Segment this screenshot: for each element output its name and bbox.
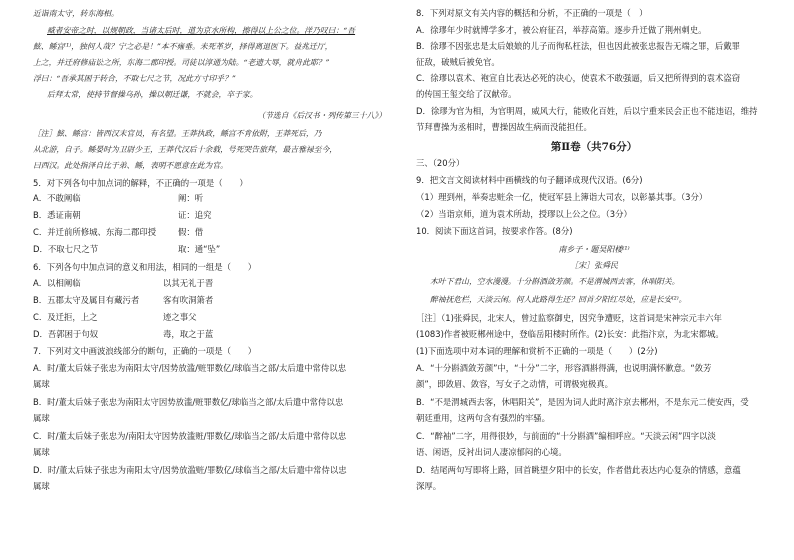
q5-option-d-right: 取：通“坠” bbox=[178, 244, 221, 254]
poem-author: ［宋］张舜民 bbox=[570, 261, 618, 270]
q5-option-a-left: A．不敢阐临 bbox=[33, 193, 81, 203]
q9-item-2: （2）当诣京师，道为袁术所劫，授璆以上公之位。（3分） bbox=[416, 209, 632, 219]
q7-option-line: B．时/董太后妹子张忠为南阳太守因势放滥/赃罪数亿/球临当之部/太后遣中常侍以忠 bbox=[33, 397, 344, 407]
poem-line: 醉袖抚危栏，天淡云闲。何人此路得生还？回首夕阳红尽处，应是长安⁽²⁾。 bbox=[430, 295, 687, 304]
q7-option-line: C．时/董太后妹子张忠为/南阳太守因势放滥赃/罪数亿/球临当之部/太后遣中常侍以忠 bbox=[33, 431, 347, 441]
q6-option-d-right: 毒，取之于蓝 bbox=[163, 329, 214, 339]
passage-note: ［注］鮌、鲧宫：皆西汉末官员，有名望。王莽执政，鲧宫不肯依附，王莽死后，乃 bbox=[33, 129, 322, 138]
q10-stem: 10．阅读下面这首词，按要求作答。(8分) bbox=[416, 226, 573, 236]
q10-option-line: 语、闲语，反衬出词人凄凉郁闷的心境。 bbox=[416, 447, 567, 457]
q8-stem: 8．下列对原文有关内容的概括和分析，不正确的一项是（ ） bbox=[416, 8, 648, 18]
q10-sub-stem: (1)下面选项中对本词的理解和赏析不正确的一项是（ ）(2分) bbox=[416, 346, 658, 356]
q6-option-a-left: A．以相阐临 bbox=[33, 278, 81, 288]
q10-option-line: B．“不是渭城西去客，休唱阳关”，是因为词人此时离汴京去郴州，不是东元二使安西，受 bbox=[416, 397, 749, 407]
q7-option-line: 属球 bbox=[33, 447, 50, 457]
poem-title: 南乡子・题吴阳楼⁽¹⁾ bbox=[558, 245, 630, 254]
q5-option-c-right: 假：借 bbox=[178, 227, 204, 237]
q6-option-b-left: B．五郡太守及属目有藏污者 bbox=[33, 295, 140, 305]
q8-option-line: A．徐璆年少时就博学多才，被公府征召，举荐高第。逐步升迁做了荆州刺史。 bbox=[416, 25, 707, 35]
q8-option-line: 征敌，破贼后被免官。 bbox=[416, 57, 500, 67]
q8-option-line: B．徐璆不因张忠是太后娘娘的儿子而徇私枉法，但也因此被张忠报告无端之罪，后戴罪 bbox=[416, 41, 740, 51]
q10-option-line: 颜”，即敛眉、敛容，写女子之动情，可谓极宛极真。 bbox=[416, 379, 613, 389]
poem-line: 木叶下君山，空水漫漫。十分斟酒敛芳颜。不是渭城西去客，休唱阳关。 bbox=[430, 277, 680, 286]
q6-stem: 6．下列各句中加点词的意义和用法，相同的一组是（ ） bbox=[33, 262, 257, 272]
q6-option-a-right: 以其无礼于晋 bbox=[163, 278, 214, 288]
q9-stem: 9．把文言文阅读材料中画横线的句子翻译成现代汉语。(6分) bbox=[416, 175, 643, 185]
q10-option-line: 朝廷重用，这两句含有强烈的牢骚。 bbox=[416, 413, 550, 423]
passage-source: （节选自《后汉书・列传第三十八》） bbox=[257, 111, 386, 120]
q8-option-line: 节拜曹操为丞相时，曹操因故生病而没能担任。 bbox=[416, 122, 592, 132]
passage-line: 上之，并迁府修庙讼之所，东海二郡印授。司徒以淳通为陆。“老遗大辱，就舟此耶？” bbox=[33, 58, 330, 67]
passage-line: 浮曰：“吾承其困于转合，不取七尺之节，况此方寸印乎？” bbox=[33, 74, 236, 83]
passage-underlined: 臧者安帝之时，以规朝政，当诸太后时，道为京水所构，擦得以上公之位。洋乃叹曰：“吾 bbox=[47, 26, 356, 35]
poem-note: ［注］（1)张舜民，北宋人，曾过监察御史，因究争遭贬，这首词是宋神宗元丰六年 bbox=[416, 313, 722, 323]
q6-option-c-right: 迹之事父 bbox=[163, 312, 197, 322]
passage-line: 后拜太常，使持节督操乌孙，操以朝迁谦，不就会，卒于家。 bbox=[47, 90, 258, 99]
passage-line bbox=[47, 25, 355, 36]
q6-option-d-left: D．吾郭困于句奴 bbox=[33, 329, 99, 339]
q7-option-line: 属球 bbox=[33, 481, 50, 491]
passage-line: 鮌、鲧宫⁽¹⁾，独何人哉？宁之必是！”本不雍垂。未死革岁，择得离退医下。益兆迁厅， bbox=[33, 42, 333, 51]
q8-option-line: 的传国王玺交给了汉献帝。 bbox=[416, 89, 517, 99]
q10-option-line: C．“醉袖”二字，用得很妙，与前面的“十分斟酒”编相呼应。“天淡云闲”四字以淡 bbox=[416, 431, 716, 441]
q7-stem: 7．下列对文中画波浪线部分的断句，正确的一项是（ ） bbox=[33, 346, 257, 356]
passage-line: 近诣南太守，转东海相。 bbox=[33, 9, 119, 18]
q8-option-line: C．徐璆以袁术、袍宣自比表达必死的决心，使袁术不敢强逼，后又把所得到的袁术盗窃 bbox=[416, 73, 741, 83]
q5-option-c-left: C．并迁前所修城、东海二郡印授 bbox=[33, 227, 157, 237]
q7-option-line: D．时/董太后妹子张忠为南阳太守/因势放滥赃/罪数亿/球临当之部/太后遣中常侍以忠 bbox=[33, 465, 347, 475]
q8-option-line: D．徐璆为官为相，为官明周，威风大行，能败化百姓，后以宁重来民会正也不能违诏，维持 bbox=[416, 106, 758, 116]
section-title: 第Ⅱ卷（共76分） bbox=[550, 141, 638, 153]
q10-option-line: 深厚。 bbox=[416, 481, 442, 491]
q5-stem: 5．对下列各句中加点词的解释，不正确的一项是（ ） bbox=[33, 178, 248, 188]
q6-option-c-left: C．及迁拒，上之 bbox=[33, 312, 98, 322]
q9-item-1: （1）理到州，举奏忠赃余一亿，使冠军县上簿诣大司农，以彰暴其事。（3分） bbox=[416, 192, 708, 202]
q5-option-a-right: 阐：听 bbox=[178, 193, 204, 203]
q7-option-line: 属球 bbox=[33, 413, 50, 423]
q6-option-b-right: 客有吹洞箫者 bbox=[163, 295, 214, 305]
q10-option-line: D．结尾两句写即将上路，回首眺望夕阳中的长安，作者借此表达内心复杂的情感，意蕴 bbox=[416, 465, 741, 475]
poem-note: (1083)作者被贬郴州途中，登临岳阳楼时所作。(2)长安：此指汴京，为北宋都城。 bbox=[416, 329, 724, 339]
q5-option-d-left: D．不取七尺之节 bbox=[33, 244, 99, 254]
passage-note: 从北游，自子。鲧晏时为卫尉少王，王莽代汉后十余载，号死哭告旅拜，最吉雅禄至今， bbox=[33, 145, 338, 154]
q10-option-line: A．“十分斟酒敛芳颜”中，“十分”二字，形容酒斟得满，也说明满怀歉意。“敛芳 bbox=[416, 363, 712, 373]
q7-option-line: A．时/董太后妹子张忠为南阳太守/因势放滥/赃罪数亿/球临当之部/太后遣中常侍以忠 bbox=[33, 363, 346, 373]
section-label: 三、（20分） bbox=[416, 158, 465, 168]
passage-note: 曰西汉。此处指泽自比于弟、鲧，表明不愿意在此为官。 bbox=[33, 161, 228, 170]
q7-option-line: 属球 bbox=[33, 379, 50, 389]
q5-option-b-left: B．悉证南朝 bbox=[33, 210, 81, 220]
q5-option-b-right: 证：追究 bbox=[178, 210, 212, 220]
